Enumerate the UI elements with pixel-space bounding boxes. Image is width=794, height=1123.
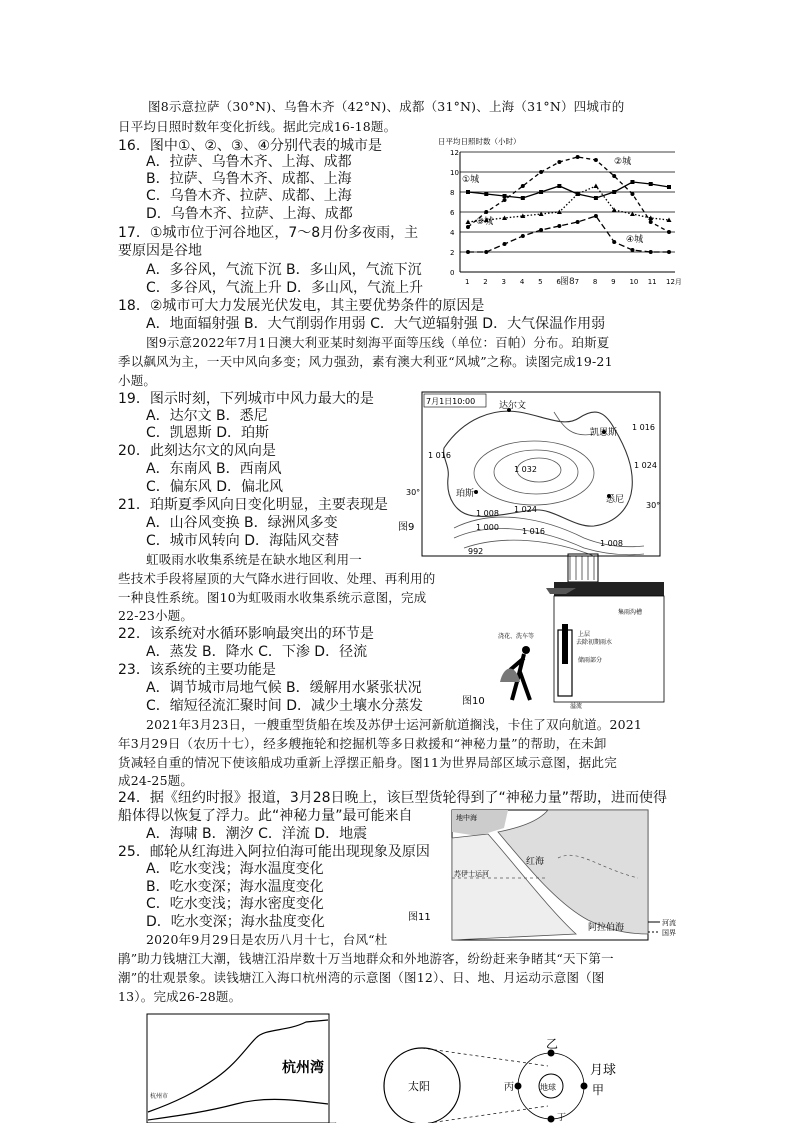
question-18-stem: 18．②城市可大力发展光伏发电，其主要优势条件的原因是 xyxy=(118,298,485,314)
figure-12-label-bay: 杭州湾 xyxy=(282,1060,324,1076)
intro-26-28-line4: 13）。完成26-28题。 xyxy=(118,989,242,1004)
figure-9-isobar-label-3: 1 024 xyxy=(634,461,657,470)
figure-8-xtick-label: 11 xyxy=(647,278,657,286)
figure-8-ytick-label: 0 xyxy=(450,269,455,277)
figure-12-south-shore xyxy=(148,1099,328,1120)
figure-13-label-ding: 丁 xyxy=(557,1113,567,1123)
figure-8-xtick-label: 5 xyxy=(538,278,543,286)
question-19-stem: 19．图示时刻，下列城市中风力最大的是 xyxy=(118,391,374,407)
intro-22-23-line1: 虹吸雨水收集系统是在缺水地区利用一 xyxy=(146,552,362,567)
question-21-options-ab: A．山谷风变换 B．绿洲风多变 xyxy=(146,515,338,531)
figure-8-point xyxy=(649,250,653,254)
question-21-stem: 21．珀斯夏季风向日变化明显，主要表现是 xyxy=(118,497,388,513)
intro-24-25-line2: 年3月29日（农历十七），经多艘拖轮和挖掘机等多日救援和“神秘力量”的帮助，在未卸 xyxy=(118,736,607,751)
figure-8-caption: 图8 xyxy=(560,277,575,287)
figure-9-perth-dot xyxy=(474,490,478,494)
figure-8-point xyxy=(466,225,470,229)
figure-9-latitude-right: 30° xyxy=(646,501,661,510)
figure-8-point xyxy=(557,184,561,188)
figure-8-point xyxy=(466,190,470,194)
figure-8-xtick-label: 1 xyxy=(465,278,470,286)
figure-8-point xyxy=(612,240,616,244)
figure-9-isobar-label-8: 1 000 xyxy=(476,523,499,532)
figure-8-point xyxy=(557,160,561,164)
figure-8-point xyxy=(612,174,616,178)
question-24-options: A．海啸 B．潮汐 C．洋流 D．地震 xyxy=(146,826,368,842)
intro-16-18-line2: 日平均日照时数年变化折线。据此完成16-18题。 xyxy=(118,119,397,134)
figure-11-caption: 图11 xyxy=(408,912,431,923)
figure-10-label-gutter: 集雨沟槽 xyxy=(618,609,643,616)
figure-8-point xyxy=(503,242,507,246)
figure-8-point xyxy=(576,220,580,224)
figure-8-point xyxy=(649,220,653,224)
figure-13-moon-d-dot xyxy=(548,1116,555,1123)
question-24-stem-line2: 船体得以恢复了浮力。此“神秘力量”最可能来自 xyxy=(118,808,413,824)
figure-9-isobar-label-1: 1 016 xyxy=(632,423,655,432)
figure-13-label-jia: 甲 xyxy=(592,1083,605,1097)
figure-13-moon-a-dot xyxy=(581,1083,588,1090)
figure-11-label-red-sea: 红海 xyxy=(526,857,545,867)
figure-11-label-mediterranean: 地中海 xyxy=(456,814,477,822)
figure-8-series-line xyxy=(468,216,669,252)
figure-13-diagram xyxy=(378,1036,624,1123)
figure-10-label-firstflush: 去除初期雨水 xyxy=(576,639,613,646)
figure-8-point xyxy=(484,250,488,254)
figure-8-ytick-label: 2 xyxy=(450,249,455,257)
figure-12-label-city: 杭州市 xyxy=(150,1093,169,1100)
figure-8-xtick-label: 7 xyxy=(574,278,580,286)
intro-16-18-line1: 图8示意拉萨（30°N)、乌鲁木齐（42°N)、成都（31°N)、上海（31°N）四城市的 xyxy=(148,99,625,114)
intro-22-23-line4: 22-23小题。 xyxy=(118,608,194,623)
figure-8-point xyxy=(484,210,488,214)
intro-24-25-line1: 2021年3月23日，一艘重型货船在埃及苏伊士运河新航道搁浅，卡住了双向航道。2021 xyxy=(146,717,643,732)
figure-8-point xyxy=(594,196,598,200)
question-21-options-cd: C．城市风转向 D．海陆风交替 xyxy=(146,533,340,549)
question-23-stem: 23．该系统的主要功能是 xyxy=(118,662,276,678)
figure-9-city-cairns: 凯恩斯 xyxy=(590,428,618,438)
figure-8-point xyxy=(667,250,671,254)
question-22-options: A．蒸发 B．降水 C．下渗 D．径流 xyxy=(146,644,368,660)
figure-8-xtick-label: 6 xyxy=(556,278,561,286)
question-25-option-b: B．吃水变深；海水温度变化 xyxy=(146,879,324,895)
question-24-stem-line1: 24．据《纽约时报》报道，3月28日晚上，该巨型货轮得到了“神秘力量”帮助，进而使得 xyxy=(118,790,668,806)
figure-9-isobar-label-4: 1 032 xyxy=(514,465,537,474)
figure-8-point xyxy=(521,184,525,188)
figure-9-city-perth: 珀斯 xyxy=(456,489,475,499)
figure-10-caption: 图10 xyxy=(462,696,485,707)
figure-11-map xyxy=(408,808,680,944)
figure-9-latitude-left: 30° xyxy=(406,488,421,497)
question-16-option-b: B．拉萨、乌鲁木齐、成都、上海 xyxy=(146,171,352,187)
figure-10-plant xyxy=(500,669,520,683)
question-17-options-cd: C．多谷风，气流上升 D．多山风，气流上升 xyxy=(146,280,424,296)
figure-13-moon-c-dot xyxy=(515,1083,522,1090)
figure-10-label-storage: 储雨部分 xyxy=(578,657,603,664)
figure-8-point xyxy=(667,185,671,189)
figure-10-roof-grille xyxy=(568,554,598,582)
figure-9-isobar-label-5: 1 024 xyxy=(514,505,537,514)
question-17-stem-line2: 要原因是谷地 xyxy=(118,243,202,259)
figure-8-ytick-label: 6 xyxy=(450,209,455,217)
intro-19-21-line1: 图9示意2022年7月1日澳大利亚某时刻海平面等压线（单位：百帕）分布。珀斯夏 xyxy=(146,335,610,350)
figure-8-point xyxy=(539,228,543,232)
figure-8-ylabel: 日平均日照时数（小时） xyxy=(438,137,521,146)
figure-11-legend-river: 河流 xyxy=(662,919,676,927)
figure-8-point xyxy=(521,196,525,200)
figure-13-label-moon: 月球 xyxy=(590,1063,617,1078)
figure-10-building xyxy=(554,596,664,702)
question-20-stem: 20．此刻达尔文的风向是 xyxy=(118,443,276,459)
figure-13-label-sun: 太阳 xyxy=(408,1080,430,1093)
figure-8-point xyxy=(630,248,634,252)
intro-26-28-line2: 鹃”助力钱塘江大潮，钱塘江沿岸数十万当地群众和外地游客，纷纷赶来争睹其“天下第一 xyxy=(118,951,614,966)
figure-8-xtick-label: 10 xyxy=(629,278,639,286)
figure-8-point xyxy=(539,170,543,174)
intro-19-21-line3: 小题。 xyxy=(118,373,157,388)
question-20-options-cd: C．偏东风 D．偏北风 xyxy=(146,479,284,495)
figure-8-series-line xyxy=(468,182,669,198)
figure-8-point xyxy=(594,214,598,218)
figure-8-chart xyxy=(430,132,682,290)
figure-10-label-overflow: 溢流 xyxy=(570,703,583,710)
figure-8-point xyxy=(503,198,507,202)
question-22-stem: 22．该系统对水循环影响最突出的环节是 xyxy=(118,626,374,642)
figure-9-isobar-label-9: 1 008 xyxy=(600,539,623,548)
figure-8-point xyxy=(667,230,671,234)
intro-22-23-line2: 些技术手段将屋顶的大气降水进行回收、处理、再利用的 xyxy=(118,571,436,586)
question-19-options-cd: C．凯恩斯 D．珀斯 xyxy=(146,425,270,441)
figure-8-point xyxy=(630,192,634,196)
intro-24-25-line3: 货减轻自重的情况下使该船成功重新上浮摆正船身。图11为世界局部区域示意图，据此完 xyxy=(118,755,617,770)
intro-22-23-line3: 一种良性系统。图10为虹吸雨水收集系统示意图，完成 xyxy=(118,590,427,605)
figure-8-label-city-3: ③城 xyxy=(476,217,494,227)
figure-10-label-top: 上层 xyxy=(578,631,591,638)
question-17-options-ab: A．多谷风，气流下沉 B．多山风，气流下沉 xyxy=(146,262,422,278)
figure-8-ytick-label: 12 xyxy=(450,149,459,157)
figure-8-ytick-label: 10 xyxy=(450,169,459,177)
figure-8-point xyxy=(521,234,525,238)
figure-8-point xyxy=(593,184,598,189)
figure-9-isobar-label-2: 1 016 xyxy=(428,451,451,460)
figure-8-series-line xyxy=(468,157,669,232)
figure-8-point xyxy=(503,194,507,198)
figure-8-point xyxy=(649,182,653,186)
question-25-stem: 25．邮轮从红海进入阿拉伯海可能出现现象及原因 xyxy=(118,844,430,860)
question-19-options-ab: A．达尔文 B．悉尼 xyxy=(146,408,268,424)
figure-12-map xyxy=(146,1012,332,1123)
question-16-option-a: A．拉萨、乌鲁木齐、上海、成都 xyxy=(146,154,352,170)
figure-9-city-darwin: 达尔文 xyxy=(499,401,527,411)
figure-8-point xyxy=(466,220,471,225)
figure-11-label-suez: 苏伊士运河 xyxy=(454,870,489,878)
figure-10-person-head xyxy=(522,646,530,654)
figure-8-xtick-label: 9 xyxy=(611,278,616,286)
figure-8-xtick-label: 3 xyxy=(501,278,507,286)
figure-8-point xyxy=(576,155,580,159)
figure-8-point xyxy=(557,224,561,228)
figure-11-label-arabian-sea: 阿拉伯海 xyxy=(588,923,625,933)
figure-8-point xyxy=(612,190,616,194)
figure-9-isobar-label-7: 1 008 xyxy=(476,509,499,518)
figure-13-label-bing: 丙 xyxy=(504,1082,514,1093)
question-23-options-cd: C．缩短径流汇聚时间 D．减少土壤水分蒸发 xyxy=(146,698,424,714)
figure-8-ytick-label: 4 xyxy=(450,229,455,237)
figure-9-city-sydney: 悉尼 xyxy=(606,495,625,505)
figure-8-xtick-label: 8 xyxy=(592,278,598,286)
figure-9-isobar-label-10: 992 xyxy=(468,547,484,556)
figure-10-diagram xyxy=(458,552,684,712)
figure-11-legend-border: 国界 xyxy=(662,929,676,937)
intro-24-25-line4: 成24-25题。 xyxy=(118,773,194,788)
question-16-option-c: C．乌鲁木齐、拉萨、成都、上海 xyxy=(146,188,352,204)
question-18-options: A．地面辐射强 B．大气削弱作用弱 C．大气逆辐射强 D．大气保温作用弱 xyxy=(146,316,606,332)
question-16-option-d: D．乌鲁木齐、拉萨、上海、成都 xyxy=(146,206,353,222)
question-16-stem: 16．图中①、②、③、④分别代表的城市是 xyxy=(118,138,383,154)
figure-8-point xyxy=(484,192,488,196)
intro-26-28-line3: 潮”的壮观景象。读钱塘江入海口杭州湾的示意图（图12）、日、地、月运动示意图（图 xyxy=(118,970,605,985)
figure-10-grille-bars xyxy=(570,556,594,580)
question-23-options-ab: A．调节城市局地气候 B．缓解用水紧张状况 xyxy=(146,680,422,696)
intro-19-21-line2: 季以飙风为主，一天中风向多变；风力强劲，素有澳大利亚“风城”之称。读图完成19-21 xyxy=(118,354,613,369)
figure-8-label-city-1: ①城 xyxy=(462,175,480,185)
figure-8-point xyxy=(594,158,598,162)
figure-10-label-usage: 浇花、洗车等 xyxy=(498,633,535,640)
question-25-option-d: D．吃水变深；海水盐度变化 xyxy=(146,914,325,930)
figure-8-label-city-4: ④城 xyxy=(626,235,644,245)
figure-8-point xyxy=(630,180,634,184)
figure-8-label-city-2: ②城 xyxy=(614,157,632,167)
figure-8-xtick-label: 12月 xyxy=(666,278,682,286)
figure-8-xtick-label: 4 xyxy=(519,278,525,286)
figure-13-label-earth: 地球 xyxy=(540,1083,556,1092)
figure-9-time: 7月1日10:00 xyxy=(426,397,476,406)
intro-26-28-line1: 2020年9月29日是农历八月十七，台风“杜 xyxy=(146,932,388,947)
figure-8-point xyxy=(539,190,543,194)
question-17-stem-line1: 17．①城市位于河谷地区，7～8月份多夜雨，主 xyxy=(118,225,419,241)
figure-9-isobar-label-6: 1 016 xyxy=(522,527,545,536)
question-25-option-a: A．吃水变浅；海水温度变化 xyxy=(146,861,324,877)
figure-8-ytick-label: 8 xyxy=(450,189,455,197)
figure-8-point xyxy=(466,250,470,254)
figure-8-xtick-label: 2 xyxy=(483,278,488,286)
figure-10-first-flush xyxy=(562,624,568,664)
question-25-option-c: C．吃水变浅；海水密度变化 xyxy=(146,896,324,912)
figure-9-isobar-map xyxy=(398,388,668,560)
question-20-options-ab: A．东南风 B．西南风 xyxy=(146,461,282,477)
figure-13-label-yi: 乙 xyxy=(546,1037,559,1051)
figure-9-caption: 图9 xyxy=(398,522,415,533)
